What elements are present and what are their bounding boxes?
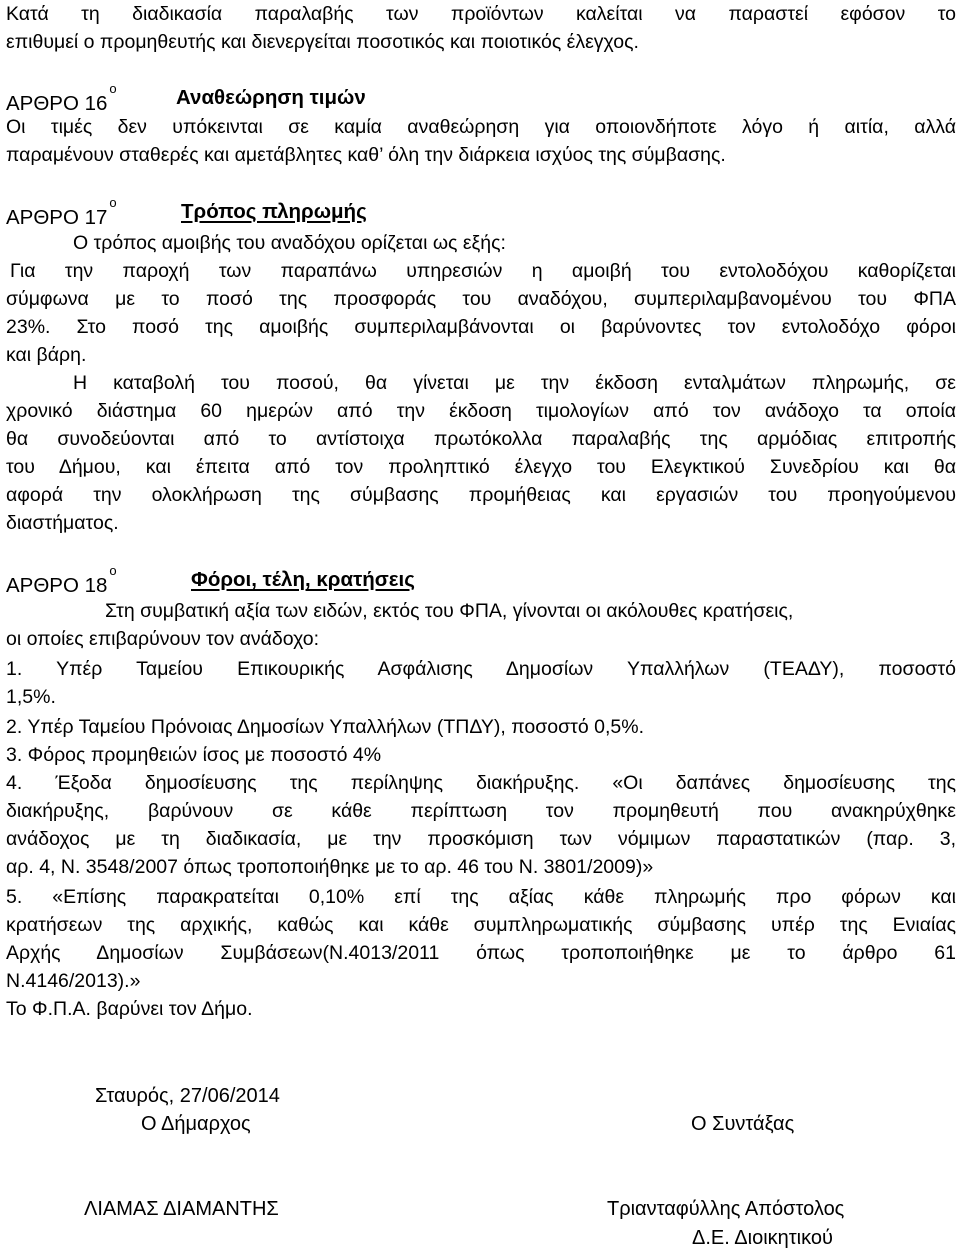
article-16-title: Αναθεώρηση τιμών [176, 86, 366, 109]
article-18-line: Στη συμβατική αξία των ειδών, εκτός του ΦΠΑ, γίνονται οι ακόλουθες κρατήσεις, [105, 600, 794, 622]
author-name: Τριανταφύλλης Απόστολος [607, 1198, 845, 1220]
article-18-line: κρατήσεων της αρχικής, καθώς και κάθε συμπληρωματικής σύμβασης υπέρ της Ενιαίας [6, 914, 956, 936]
article-17-number: ΑΡΘΡΟ $17^o$ [6, 195, 117, 229]
place-date: Σταυρός, 27/06/2014 [95, 1085, 280, 1107]
mayor-name: ΛΙΑΜΑΣ ΔΙΑΜΑΝΤΗΣ [84, 1198, 279, 1220]
article-18-line: ανάδοχος με τη διαδικασία, με την προσκόμιση των νόμιμων παραστατικών (παρ. 3, [6, 828, 956, 850]
article-18-line: 2. Υπέρ Ταμείου Πρόνοιας Δημοσίων Υπαλλήλων (ΤΠΔΥ), ποσοστό 0,5%. [6, 716, 645, 738]
article-18-line: αρ. 4, Ν. 3548/2007 όπως τροποποιήθηκε με το αρ. 46 του Ν. 3801/2009)» [6, 856, 654, 878]
article-18-line: 4. Έξοδα δημοσίευσης της περίληψης διακήρυξης. «Οι δαπάνες δημοσίευσης της [6, 772, 956, 794]
article-17-line: σύμφωνα με το ποσό της προσφοράς του αναδόχου, συμπεριλαμβανομένου του ΦΠΑ [6, 288, 956, 310]
article-17-line: χρονικό διάστημα 60 ημερών από την έκδοση τιμολογίων από τον ανάδοχο τα οποία [6, 400, 956, 422]
article-17-line: διαστήματος. [6, 512, 119, 534]
intro-line-2: επιθυμεί ο προμηθευτής και διενεργείται ποσοτικός και ποιοτικός έλεγχος. [6, 31, 639, 53]
intro-line-1: Κατά τη διαδικασία παραλαβής των προϊόντων καλείται να παραστεί εφόσον το [6, 3, 956, 25]
article-17-title: Τρόπος πληρωμής [181, 200, 367, 223]
article-18-line: Ν.4146/2013).» [6, 970, 141, 992]
article-17-line: 23%. Στο ποσό της αμοιβής συμπεριλαμβάνονται οι βαρύνοντες τον εντολοδόχο φόροι [6, 316, 956, 338]
article-17-line: αφορά την ολοκλήρωση της σύμβασης προμήθειας και εργασιών του προηγούμενου [6, 484, 956, 506]
article-18-number: ΑΡΘΡΟ $18^o$ [6, 563, 117, 597]
article-18-line: Αρχής Δημοσίων Συμβάσεων(Ν.4013/2011 όπως τροποποιήθηκε με το άρθρο 61 [6, 942, 956, 964]
article-18-line: Το Φ.Π.Α. βαρύνει τον Δήμο. [6, 998, 253, 1020]
article-16-line: παραμένουν σταθερές και αμετάβλητες καθ’ όλη την διάρκεια ισχύος της σύμβασης. [6, 144, 726, 166]
article-18-line: οι οποίες επιβαρύνουν τον ανάδοχο: [6, 628, 320, 650]
article-17-line: και βάρη. [6, 344, 87, 366]
article-18-line: 1,5%. [6, 686, 56, 708]
article-18-line: 5. «Επίσης παρακρατείται 0,10% επί της αξίας κάθε πληρωμής προ φόρων και [6, 886, 956, 908]
article-16-line: Οι τιμές δεν υπόκεινται σε καμία αναθεώρηση για οποιονδήποτε λόγο ή αιτία, αλλά [6, 116, 956, 138]
mayor-title: Ο Δήμαρχος [141, 1113, 251, 1135]
article-17-line: Για την παροχή των παραπάνω υπηρεσιών η αμοιβή του εντολοδόχου καθορίζεται [10, 260, 956, 282]
article-18-line: 1. Υπέρ Ταμείου Επικουρικής Ασφάλισης Δημοσίων Υπαλλήλων (ΤΕΑΔΥ), ποσοστό [6, 658, 956, 680]
article-18-line: 3. Φόρος προμηθειών ίσος με ποσοστό 4% [6, 744, 382, 766]
article-17-line: θα συνοδεύονται από το αντίστοιχα πρωτόκολλα παραλαβής της αρμόδιας επιτροπής [6, 428, 956, 450]
article-18-line: διακήρυξης, βαρύνουν σε κάθε περίπτωση τον προμηθευτή που ανακηρύχθηκε [6, 800, 956, 822]
article-17-line: του Δήμου, και έπειτα από τον προληπτικό έλεγχο του Ελεγκτικού Συνεδρίου και θα [6, 456, 956, 478]
author-title: Ο Συντάξας [691, 1113, 795, 1135]
article-17-line: Η καταβολή του ποσού, θα γίνεται με την έκδοση ενταλμάτων πληρωμής, σε [73, 372, 956, 394]
article-17-line: Ο τρόπος αμοιβής του αναδόχου ορίζεται ως εξής: [73, 232, 506, 254]
article-16-number: ΑΡΘΡΟ $16^o$ [6, 81, 117, 115]
article-18-title: Φόροι, τέλη, κρατήσεις [191, 568, 415, 591]
author-role: Δ.Ε. Διοικητικού [692, 1227, 833, 1249]
